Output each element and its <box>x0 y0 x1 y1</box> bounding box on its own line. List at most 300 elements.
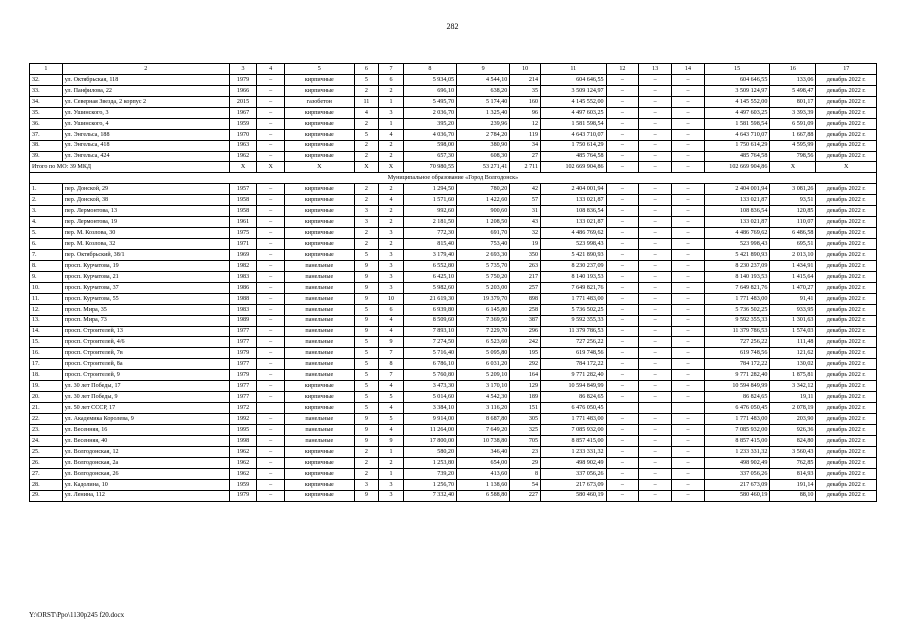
cell-col-11: 133 021,87 <box>541 217 607 228</box>
cell-col-4: – <box>257 315 285 326</box>
total-cell: 53 271,41 <box>457 162 510 173</box>
column-number-5: 5 <box>284 64 354 75</box>
cell-col-4: – <box>257 359 285 370</box>
cell-col-9: 900,60 <box>457 206 510 217</box>
cell-col-1: 5. <box>30 228 63 239</box>
cell-col-7: 1 <box>379 118 404 129</box>
cell-col-5: панельные <box>284 293 354 304</box>
cell-col-2: просп. Курчатова, 21 <box>62 271 229 282</box>
cell-col-8: 5 934,05 <box>403 74 456 85</box>
cell-col-11: 485 764,58 <box>541 151 607 162</box>
cell-col-15: 11 379 786,53 <box>704 326 770 337</box>
cell-col-8: 17 800,00 <box>403 435 456 446</box>
cell-col-13: – <box>639 118 672 129</box>
cell-col-15: 8 230 237,09 <box>704 260 770 271</box>
cell-col-8: 11 264,00 <box>403 424 456 435</box>
cell-col-8: 580,20 <box>403 446 456 457</box>
cell-col-8: 1 253,80 <box>403 457 456 468</box>
cell-col-2: ул. Ушинского, 4 <box>62 118 229 129</box>
column-number-2: 2 <box>62 64 229 75</box>
cell-col-12: – <box>606 249 639 260</box>
cell-col-13: – <box>639 140 672 151</box>
cell-col-6: 3 <box>354 206 379 217</box>
registry-body <box>30 64 877 502</box>
cell-col-15: 498 902,49 <box>704 457 770 468</box>
table-row <box>30 293 877 304</box>
cell-col-1: 7. <box>30 249 63 260</box>
section-title: Муниципальное образование «Город Волгодонск» <box>30 173 877 184</box>
cell-col-4: – <box>257 228 285 239</box>
cell-col-5: панельные <box>284 348 354 359</box>
table-row <box>30 260 877 271</box>
cell-col-15: 8 140 193,53 <box>704 271 770 282</box>
cell-col-15: 5 736 502,25 <box>704 304 770 315</box>
cell-col-13: – <box>639 424 672 435</box>
cell-col-12: – <box>606 271 639 282</box>
cell-col-14: – <box>672 468 705 479</box>
cell-col-16: 1 415,64 <box>770 271 816 282</box>
cell-col-6: 2 <box>354 457 379 468</box>
cell-col-6: 9 <box>354 271 379 282</box>
cell-col-3: 1977 <box>229 337 257 348</box>
cell-col-6: 3 <box>354 479 379 490</box>
table-row <box>30 479 877 490</box>
cell-col-1: 15. <box>30 337 63 348</box>
cell-col-14: – <box>672 424 705 435</box>
cell-col-5: кирпичные <box>284 118 354 129</box>
cell-col-5: кирпичные <box>284 468 354 479</box>
column-number-10: 10 <box>510 64 541 75</box>
cell-col-6: 2 <box>354 184 379 195</box>
cell-col-10: 387 <box>510 315 541 326</box>
cell-col-14: – <box>672 370 705 381</box>
cell-col-13 <box>639 403 672 414</box>
cell-col-1: 22. <box>30 414 63 425</box>
cell-col-11: 580 460,19 <box>541 490 607 501</box>
cell-col-2: ул. 50 лет СССР, 17 <box>62 403 229 414</box>
cell-col-3: 1977 <box>229 326 257 337</box>
cell-col-5: кирпичные <box>284 381 354 392</box>
cell-col-3: 1962 <box>229 457 257 468</box>
cell-col-12: – <box>606 107 639 118</box>
cell-col-5: кирпичные <box>284 479 354 490</box>
cell-col-5: панельные <box>284 359 354 370</box>
cell-col-5: панельные <box>284 326 354 337</box>
cell-col-9: 3 170,10 <box>457 381 510 392</box>
cell-col-7: 4 <box>379 315 404 326</box>
cell-col-3: 1983 <box>229 271 257 282</box>
cell-col-6: 3 <box>354 217 379 228</box>
total-row <box>30 162 877 173</box>
cell-col-5: кирпичные <box>284 490 354 501</box>
cell-col-10: 96 <box>510 107 541 118</box>
cell-col-17: декабрь 2022 г. <box>816 403 877 414</box>
cell-col-13: – <box>639 457 672 468</box>
cell-col-16: 695,51 <box>770 239 816 250</box>
housing-registry-table <box>29 63 877 502</box>
table-row <box>30 74 877 85</box>
cell-col-3: 1982 <box>229 260 257 271</box>
cell-col-1: 24. <box>30 435 63 446</box>
cell-col-13: – <box>639 446 672 457</box>
cell-col-9: 7 649,20 <box>457 424 510 435</box>
cell-col-13: – <box>639 217 672 228</box>
cell-col-17: декабрь 2022 г. <box>816 249 877 260</box>
cell-col-7: 7 <box>379 348 404 359</box>
cell-col-7: 1 <box>379 446 404 457</box>
cell-col-5: панельные <box>284 424 354 435</box>
document-file-path: Y:\ORST\Ppo\1130p245 f20.docx <box>29 611 125 619</box>
cell-col-5: панельные <box>284 304 354 315</box>
cell-col-17: декабрь 2022 г. <box>816 151 877 162</box>
cell-col-5: кирпичные <box>284 184 354 195</box>
cell-col-2: ул. Весенняя, 40 <box>62 435 229 446</box>
cell-col-2: ул. Энгельса, 188 <box>62 129 229 140</box>
cell-col-4: – <box>257 118 285 129</box>
cell-col-12: – <box>606 414 639 425</box>
cell-col-17: декабрь 2022 г. <box>816 424 877 435</box>
cell-col-3: 1967 <box>229 107 257 118</box>
cell-col-17: декабрь 2022 г. <box>816 228 877 239</box>
cell-col-2: просп. Строителей, 7в <box>62 348 229 359</box>
cell-col-3: 1969 <box>229 249 257 260</box>
column-number-16: 16 <box>770 64 816 75</box>
cell-col-2: ул. Ушинского, 3 <box>62 107 229 118</box>
cell-col-17: декабрь 2022 г. <box>816 282 877 293</box>
cell-col-9: 19 379,70 <box>457 293 510 304</box>
cell-col-5: панельные <box>284 435 354 446</box>
cell-col-16: 1 470,27 <box>770 282 816 293</box>
cell-col-1: 20. <box>30 392 63 403</box>
cell-col-17: декабрь 2022 г. <box>816 140 877 151</box>
cell-col-6: 2 <box>354 468 379 479</box>
cell-col-4: – <box>257 326 285 337</box>
cell-col-14: – <box>672 293 705 304</box>
cell-col-1: 21. <box>30 403 63 414</box>
cell-col-11: 523 998,43 <box>541 239 607 250</box>
cell-col-1: 18. <box>30 370 63 381</box>
total-cell: – <box>639 162 672 173</box>
cell-col-11: 6 476 050,45 <box>541 403 607 414</box>
cell-col-11: 86 824,65 <box>541 392 607 403</box>
cell-col-4: – <box>257 348 285 359</box>
cell-col-6: 5 <box>354 370 379 381</box>
cell-col-16: 88,10 <box>770 490 816 501</box>
cell-col-5: кирпичные <box>284 129 354 140</box>
cell-col-12: – <box>606 206 639 217</box>
cell-col-12: – <box>606 260 639 271</box>
cell-col-8: 5 982,60 <box>403 282 456 293</box>
cell-col-8: 1 294,50 <box>403 184 456 195</box>
cell-col-17: декабрь 2022 г. <box>816 457 877 468</box>
cell-col-6: 9 <box>354 293 379 304</box>
cell-col-11: 2 404 001,94 <box>541 184 607 195</box>
cell-col-17: декабрь 2022 г. <box>816 468 877 479</box>
cell-col-17: декабрь 2022 г. <box>816 271 877 282</box>
cell-col-15: 1 233 331,32 <box>704 446 770 457</box>
cell-col-14: – <box>672 151 705 162</box>
total-cell: X <box>770 162 816 173</box>
cell-col-8: 772,30 <box>403 228 456 239</box>
cell-col-13: – <box>639 490 672 501</box>
cell-col-14: – <box>672 206 705 217</box>
cell-col-10: 29 <box>510 457 541 468</box>
cell-col-14: – <box>672 118 705 129</box>
cell-col-17: декабрь 2022 г. <box>816 359 877 370</box>
cell-col-5: кирпичные <box>284 239 354 250</box>
cell-col-16: 1 667,88 <box>770 129 816 140</box>
cell-col-10: 54 <box>510 479 541 490</box>
cell-col-8: 7 893,10 <box>403 326 456 337</box>
cell-col-16: 1 574,03 <box>770 326 816 337</box>
table-row <box>30 403 877 414</box>
cell-col-7: 3 <box>379 249 404 260</box>
cell-col-2: ул. Энгельса, 424 <box>62 151 229 162</box>
cell-col-6: 2 <box>354 195 379 206</box>
cell-col-8: 992,60 <box>403 206 456 217</box>
cell-col-12: – <box>606 74 639 85</box>
table-row <box>30 151 877 162</box>
cell-col-8: 1 571,60 <box>403 195 456 206</box>
cell-col-1: 28. <box>30 479 63 490</box>
column-number-11: 11 <box>541 64 607 75</box>
cell-col-13: – <box>639 260 672 271</box>
cell-col-14: – <box>672 457 705 468</box>
cell-col-15: 1 771 483,00 <box>704 414 770 425</box>
cell-col-4: – <box>257 140 285 151</box>
cell-col-9: 5 095,80 <box>457 348 510 359</box>
cell-col-14: – <box>672 359 705 370</box>
cell-col-15: 9 771 282,40 <box>704 370 770 381</box>
cell-col-14: – <box>672 271 705 282</box>
cell-col-15: 604 646,55 <box>704 74 770 85</box>
cell-col-13: – <box>639 107 672 118</box>
cell-col-3: 1979 <box>229 348 257 359</box>
cell-col-3: 1963 <box>229 140 257 151</box>
cell-col-9: 5 750,20 <box>457 271 510 282</box>
cell-col-5: кирпичные <box>284 392 354 403</box>
cell-col-11: 3 509 124,97 <box>541 85 607 96</box>
cell-col-14: – <box>672 140 705 151</box>
cell-col-4: – <box>257 337 285 348</box>
cell-col-10: 8 <box>510 468 541 479</box>
cell-col-7: 2 <box>379 151 404 162</box>
cell-col-7: 3 <box>379 228 404 239</box>
cell-col-5: панельные <box>284 271 354 282</box>
cell-col-12: – <box>606 195 639 206</box>
cell-col-9: 1 325,40 <box>457 107 510 118</box>
cell-col-7: 3 <box>379 260 404 271</box>
cell-col-10: 263 <box>510 260 541 271</box>
cell-col-3: 1986 <box>229 282 257 293</box>
cell-col-13: – <box>639 337 672 348</box>
cell-col-9: 6 588,80 <box>457 490 510 501</box>
cell-col-2: пер. Донской, 29 <box>62 184 229 195</box>
cell-col-6: 9 <box>354 414 379 425</box>
cell-col-2: ул. Волгодонская, 12 <box>62 446 229 457</box>
cell-col-6: 5 <box>354 129 379 140</box>
table-row <box>30 446 877 457</box>
cell-col-16: 1 875,81 <box>770 370 816 381</box>
total-cell: 102 669 904,86 <box>541 162 607 173</box>
column-number-17: 17 <box>816 64 877 75</box>
cell-col-17: декабрь 2022 г. <box>816 217 877 228</box>
cell-col-6: 5 <box>354 249 379 260</box>
cell-col-15: 4 497 603,25 <box>704 107 770 118</box>
cell-col-9: 654,00 <box>457 457 510 468</box>
cell-col-5: панельные <box>284 337 354 348</box>
cell-col-12: – <box>606 184 639 195</box>
cell-col-5: кирпичные <box>284 217 354 228</box>
cell-col-17: декабрь 2022 г. <box>816 337 877 348</box>
cell-col-11: 8 857 415,00 <box>541 435 607 446</box>
cell-col-17: декабрь 2022 г. <box>816 85 877 96</box>
cell-col-12: – <box>606 392 639 403</box>
cell-col-14: – <box>672 260 705 271</box>
cell-col-14: – <box>672 129 705 140</box>
cell-col-4: – <box>257 206 285 217</box>
cell-col-4: – <box>257 381 285 392</box>
cell-col-12: – <box>606 490 639 501</box>
cell-col-4: – <box>257 370 285 381</box>
table-row <box>30 424 877 435</box>
cell-col-7: 2 <box>379 85 404 96</box>
table-row <box>30 107 877 118</box>
cell-col-6: 9 <box>354 424 379 435</box>
cell-col-6: 5 <box>354 403 379 414</box>
cell-col-11: 10 594 849,99 <box>541 381 607 392</box>
cell-col-5: панельные <box>284 282 354 293</box>
cell-col-3: 1975 <box>229 228 257 239</box>
cell-col-16: 933,95 <box>770 304 816 315</box>
cell-col-2: пер. Лермонтова, 13 <box>62 206 229 217</box>
cell-col-1: 33. <box>30 85 63 96</box>
cell-col-5: кирпичные <box>284 206 354 217</box>
cell-col-13: – <box>639 414 672 425</box>
cell-col-13: – <box>639 96 672 107</box>
cell-col-15: 9 592 355,33 <box>704 315 770 326</box>
cell-col-3: 1992 <box>229 414 257 425</box>
cell-col-4: – <box>257 239 285 250</box>
cell-col-11: 5 736 502,25 <box>541 304 607 315</box>
cell-col-4: – <box>257 457 285 468</box>
cell-col-13: – <box>639 239 672 250</box>
cell-col-15: 580 460,19 <box>704 490 770 501</box>
cell-col-14: – <box>672 228 705 239</box>
cell-col-6: 9 <box>354 315 379 326</box>
cell-col-13: – <box>639 206 672 217</box>
cell-col-11: 4 497 603,25 <box>541 107 607 118</box>
cell-col-2: ул. Кадолина, 10 <box>62 479 229 490</box>
table-row <box>30 271 877 282</box>
cell-col-5: кирпичные <box>284 249 354 260</box>
total-cell: X <box>229 162 257 173</box>
cell-col-4: – <box>257 282 285 293</box>
cell-col-9: 7 369,50 <box>457 315 510 326</box>
cell-col-15: 133 021,87 <box>704 195 770 206</box>
cell-col-12: – <box>606 239 639 250</box>
cell-col-7: 4 <box>379 129 404 140</box>
cell-col-7: 2 <box>379 239 404 250</box>
total-cell: X <box>354 162 379 173</box>
cell-col-3: 1962 <box>229 468 257 479</box>
table-row <box>30 129 877 140</box>
cell-col-15: 7 649 821,76 <box>704 282 770 293</box>
cell-col-16: 5 498,47 <box>770 85 816 96</box>
cell-col-10: 160 <box>510 96 541 107</box>
cell-col-14: – <box>672 85 705 96</box>
cell-col-1: 12. <box>30 304 63 315</box>
total-cell: 102 669 904,86 <box>704 162 770 173</box>
cell-col-9: 8 687,80 <box>457 414 510 425</box>
cell-col-17: декабрь 2022 г. <box>816 260 877 271</box>
cell-col-2: просп. Курчатова, 19 <box>62 260 229 271</box>
cell-col-1: 38. <box>30 140 63 151</box>
table-row <box>30 370 877 381</box>
cell-col-8: 2 036,70 <box>403 107 456 118</box>
cell-col-15: 727 256,22 <box>704 337 770 348</box>
cell-col-2: просп. Курчатова, 55 <box>62 293 229 304</box>
cell-col-17: декабрь 2022 г. <box>816 370 877 381</box>
cell-col-10: 42 <box>510 184 541 195</box>
cell-col-3: 1972 <box>229 403 257 414</box>
cell-col-5: кирпичные <box>284 85 354 96</box>
cell-col-16: 4 595,99 <box>770 140 816 151</box>
cell-col-15: 485 764,58 <box>704 151 770 162</box>
cell-col-14: – <box>672 195 705 206</box>
cell-col-15: 4 145 552,00 <box>704 96 770 107</box>
cell-col-4: – <box>257 96 285 107</box>
cell-col-12: – <box>606 96 639 107</box>
table-row <box>30 490 877 501</box>
cell-col-17: декабрь 2022 г. <box>816 293 877 304</box>
cell-col-15: 86 824,65 <box>704 392 770 403</box>
cell-col-8: 395,20 <box>403 118 456 129</box>
cell-col-11: 9 771 282,40 <box>541 370 607 381</box>
cell-col-9: 2 784,20 <box>457 129 510 140</box>
cell-col-1: 17. <box>30 359 63 370</box>
cell-col-14: – <box>672 326 705 337</box>
cell-col-4: – <box>257 304 285 315</box>
cell-col-9: 6 031,20 <box>457 359 510 370</box>
cell-col-15: 217 673,09 <box>704 479 770 490</box>
cell-col-1: 1. <box>30 184 63 195</box>
cell-col-10: 257 <box>510 282 541 293</box>
column-number-4: 4 <box>257 64 285 75</box>
cell-col-1: 2. <box>30 195 63 206</box>
cell-col-17: декабрь 2022 г. <box>816 446 877 457</box>
total-cell: – <box>672 162 705 173</box>
column-number-15: 15 <box>704 64 770 75</box>
cell-col-15: 4 486 769,62 <box>704 228 770 239</box>
cell-col-11: 217 673,09 <box>541 479 607 490</box>
cell-col-8: 3 473,30 <box>403 381 456 392</box>
total-cell: X <box>284 162 354 173</box>
table-row <box>30 239 877 250</box>
cell-col-7: 4 <box>379 403 404 414</box>
cell-col-17: декабрь 2022 г. <box>816 414 877 425</box>
cell-col-11: 133 021,87 <box>541 195 607 206</box>
cell-col-12: – <box>606 479 639 490</box>
cell-col-3: 1983 <box>229 304 257 315</box>
cell-col-8: 598,00 <box>403 140 456 151</box>
cell-col-2: ул. Весенняя, 16 <box>62 424 229 435</box>
cell-col-9: 1 422,60 <box>457 195 510 206</box>
cell-col-3: 1961 <box>229 217 257 228</box>
cell-col-8: 5 014,60 <box>403 392 456 403</box>
column-number-3: 3 <box>229 64 257 75</box>
cell-col-11: 4 486 769,62 <box>541 228 607 239</box>
